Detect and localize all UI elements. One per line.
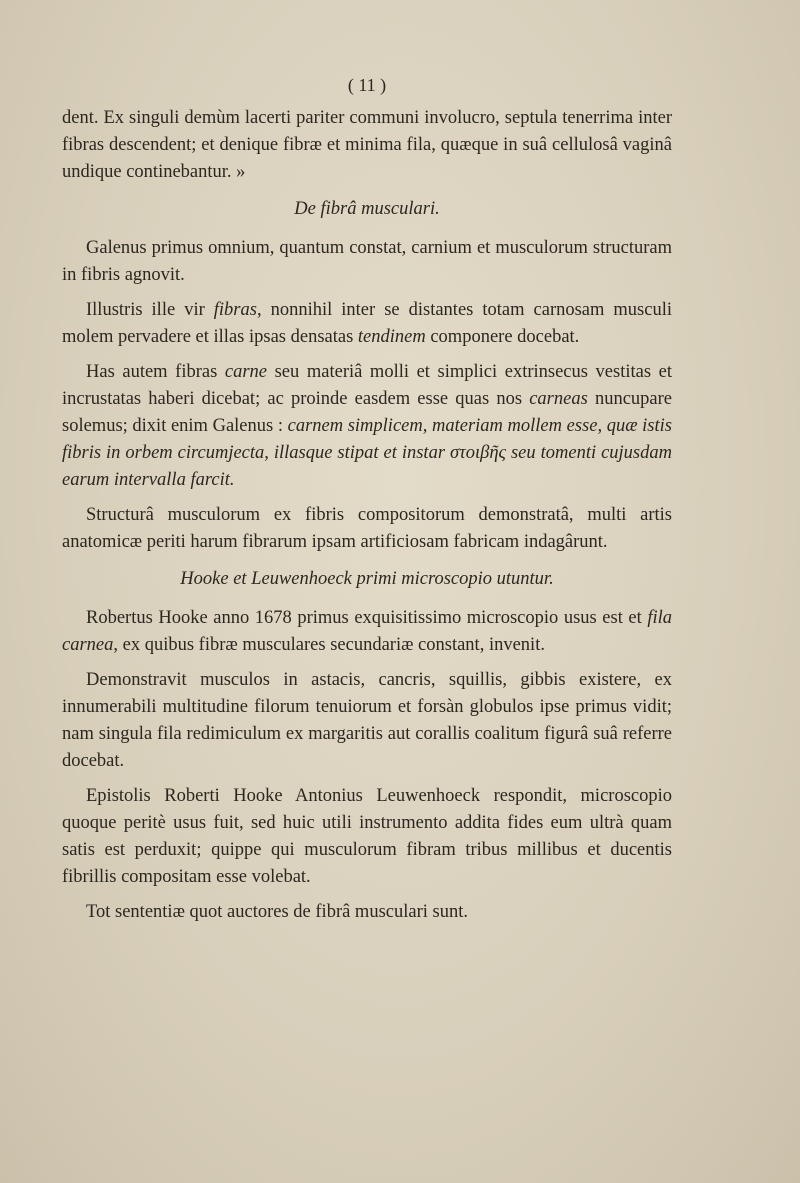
paragraph [62,667,672,775]
text-run: et [228,569,252,589]
paragraph [62,899,672,926]
paragraph [62,105,672,186]
text-block [62,72,672,926]
paragraph [62,783,672,891]
text-run: nuncupare solemus; dixit enim Galenus : [62,389,673,436]
italic-run: fila carnea [62,608,672,655]
text-run: , nonnihil inter se distantes totam carnosam musculi molem pervadere et illas ipsas densatas [62,300,672,347]
text-run: Structurâ musculorum ex fibris compositorum demonstratâ, multi artis anatomicæ periti harum fibrarum ipsam artificiosam fabricam indagârunt. [62,505,672,552]
text-run: componere docebat. [425,327,580,347]
page-content [62,105,672,926]
text-run: Robertus Hooke anno 1678 primus exquisitissimo microscopio usus est et [86,608,648,628]
text-run: Galenus primus omnium, quantum constat, carnium et musculorum structuram in fibris agnovit. [62,238,672,285]
paragraph [62,235,672,289]
italic-run: Leuwenhoeck [251,569,352,589]
paragraph [62,605,672,659]
text-run: primi [351,569,402,589]
section-heading [62,196,672,223]
text-run: Epistolis Roberti Hooke Antonius Leuwenhoeck respondit, microscopio quoque peritè usus fuit, sed huic utili instrumento addita fides eum ultrà quam satis est perduxit; quippe qui musculorum fibram tribus millibus et ducentis fibrillis compositam esse volebat. [62,786,672,887]
text-run: Demonstravit musculos in astacis, cancris, squillis, gibbis existere, ex innumerabili multitudine filorum tenuiorum et forsàn globulos ipse primus vidit; nam singula fila redimiculum ex margaritis aut corallis coalitum figurâ suâ referre docebat. [62,670,672,771]
italic-run: carne [224,362,268,382]
italic-run: carnem simplicem, materiam mollem esse, quæ istis fibris in orbem circumjecta, illasque stipat et instar στοιβῆς seu tomenti cujusdam earum intervalla farcit. [62,416,672,490]
text-run: seu materiâ molli et simplici extrinsecus vestitas et incrustatas haberi dicebat; ac proinde easdem esse quas nos [62,362,672,409]
italic-run: De fibrâ musculari. [294,199,440,219]
italic-run: tendinem [357,327,426,347]
text-run: , ex quibus fibræ musculares secundariæ constant, invenit. [113,635,545,655]
italic-run: fibras [213,300,257,320]
text-run: Illustris ille vir [86,300,214,320]
text-run: dent. Ex singuli demùm lacerti pariter communi involucro, septula tenerrima inter fibras descendent; et denique fibræ et minima fila, quæque in suâ cellulosâ vaginâ undique continebantur. » [62,108,672,182]
paragraph [62,359,672,494]
text-run: Tot sententiæ quot auctores de fibrâ musculari sunt. [86,902,468,922]
italic-run: carneas [529,389,588,409]
italic-run: Hooke [180,569,229,589]
paragraph [62,502,672,556]
text-run: Has autem fibras [86,362,225,382]
paragraph [62,297,672,351]
page-number: ( 11 ) [347,75,387,95]
italic-run: microscopio utuntur. [401,569,554,589]
section-heading [62,566,672,593]
